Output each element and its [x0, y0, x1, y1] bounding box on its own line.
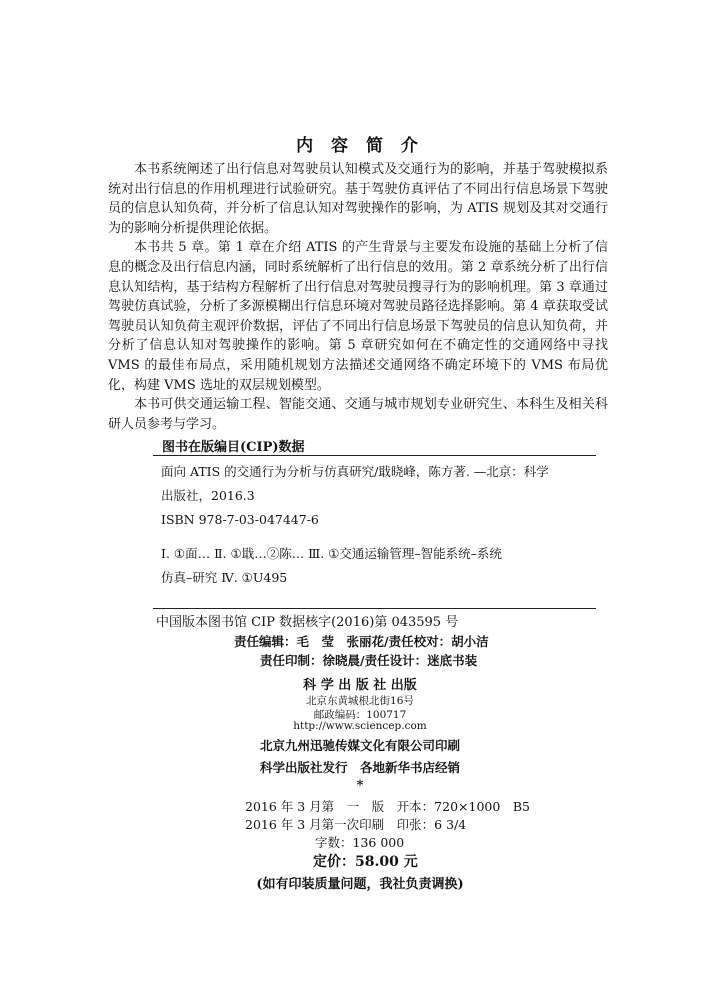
publisher-url: http://www.sciencep.com [293, 720, 427, 732]
summary-paragraph: 本书可供交通运输工程、智能交通、交通与城市规划专业研究生、本科生及相关科研人员参考与学习。 [108, 397, 608, 432]
quality-note: (如有印装质量问题，我社负责调换) [256, 877, 464, 892]
cip-line: 出版社，2016.3 [161, 488, 255, 503]
edition-info: 2016 年 3 月第 一 版 开本：720×1000 B5 [245, 799, 530, 814]
publisher-name: 科 学 出 版 社 出版 [303, 678, 417, 693]
print-credits: 责任印制：徐晓晨/责任设计：迷底书装 [260, 653, 478, 668]
cip-record-number: 中国版本图书馆 CIP 数据核字(2016)第 043595 号 [156, 615, 459, 630]
cip-heading: 图书在版编目(CIP)数据 [162, 440, 305, 455]
editor-credits: 责任编辑：毛 莹 张丽花/责任校对：胡小洁 [234, 634, 489, 649]
publisher-postcode: 邮政编码：100717 [313, 709, 407, 721]
cip-classification: Ⅰ. ①面… Ⅱ. ①戢…②陈… Ⅲ. ①交通运输管理–智能系统–系统 [161, 546, 502, 561]
cip-isbn: ISBN 978-7-03-047447-6 [161, 512, 319, 527]
cip-block [153, 455, 596, 609]
summary-paragraph: 本书系统阐述了出行信息对驾驶员认知模式及交通行为的影响，并基于驾驶模拟系统对出行信息的作用机理进行试验研究。基于驾驶仿真评估了不同出行信息场景下驾驶员的信息认知负荷，并分析了信息认知对驾驶操作的影响，为 ATIS 规划及其对交通行为的影响分析提供理论依据。 [108, 162, 608, 236]
distribution: 科学出版社发行 各地新华书店经销 [259, 760, 460, 775]
summary [108, 160, 608, 434]
word-count: 字数：136 000 [315, 835, 405, 850]
cip-line: 面向 ATIS 的交通行为分析与仿真研究/戢晓峰，陈方著. —北京：科学 [161, 464, 549, 479]
printer: 北京九州迅驰传媒文化有限公司印刷 [259, 738, 460, 753]
publisher-address: 北京东黄城根北街16号 [306, 695, 414, 707]
page-title: 内 容 简 介 [296, 136, 424, 156]
cip-classification: 仿真–研究 Ⅳ. ①U495 [161, 570, 288, 585]
print-info: 2016 年 3 月第一次印刷 印张：6 3/4 [245, 817, 467, 832]
summary-paragraph: 本书共 5 章。第 1 章在介绍 ATIS 的产生背景与主要发布设施的基础上分析了信息的概念及出行信息内涵，同时系统解析了出行信息的效用。第 2 章系统分析了出行信息认知结构，基于结构方程解析了出行信息对驾驶员搜寻行为的影响机理。第 3 章通过驾驶仿真试验，分析了多源模糊出行信息环境对驾驶员路径选择影响。第 4 章获取受试驾驶员认知负荷主观评价数据，评估了不同出行信息场景下驾驶员的信息认知负荷，并分析了信息认知对驾驶操作的影响。第 5 章研究如何在不确定性的交通网络中寻找 VMS 的最佳布局点，采用随机规划方法描述交通网络不确定环境下的 VMS 布局优化，构建 VMS 选址的双层规划模型。 [108, 240, 608, 393]
price: 定价：58.00 元 [313, 854, 418, 870]
separator-star: * [356, 778, 364, 793]
